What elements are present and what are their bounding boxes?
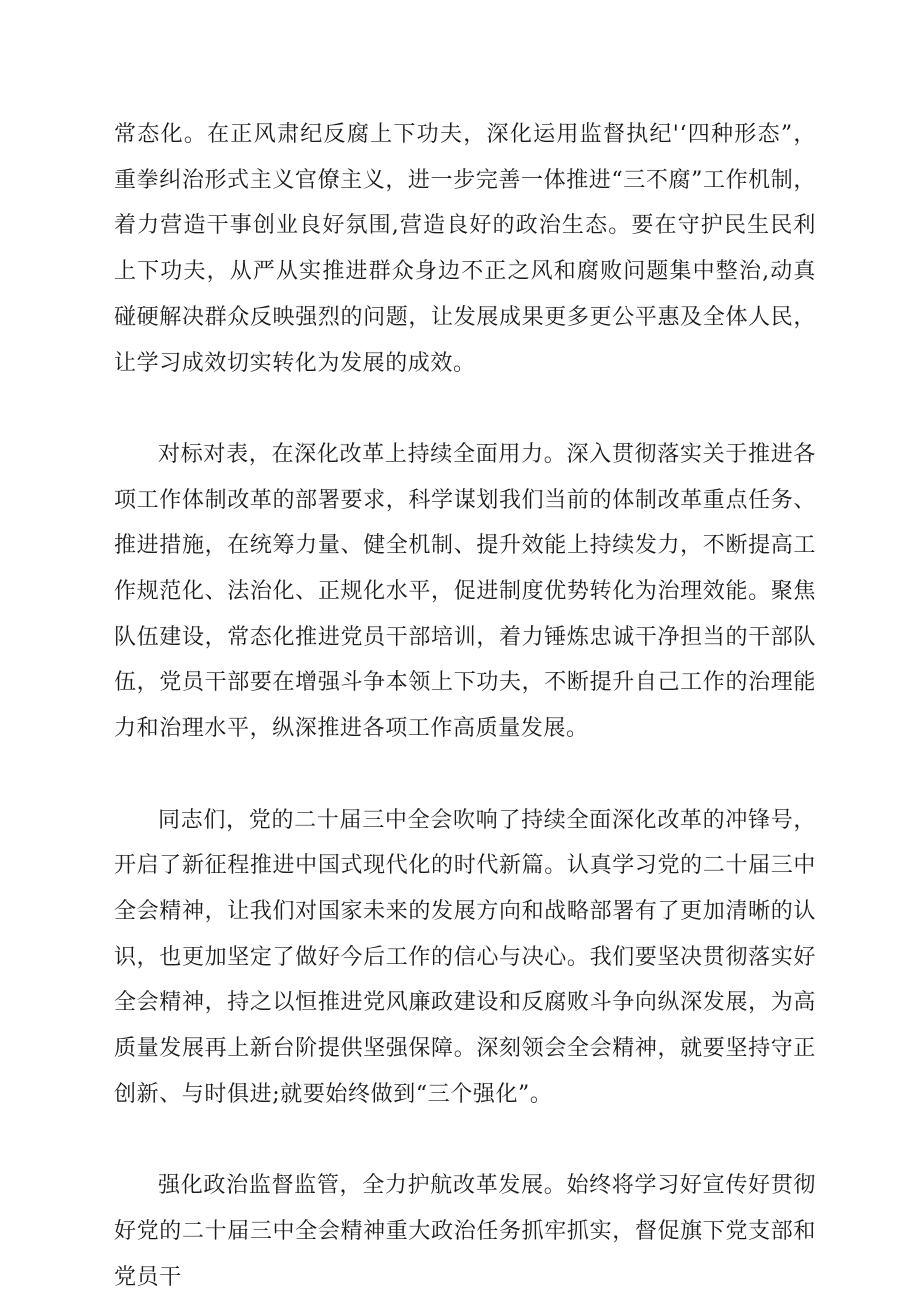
paragraph-supervision: 强化政治监督监管，全力护航改革发展。始终将学习好宣传好贯彻好党的二十届三中全会精神重大政治任务抓牢抓实，督促旗下党支部和党员干 [114,1173,816,1290]
paragraph-reform: 对标对表，在深化改革上持续全面用力。深入贯彻落实关于推进各项工作体制改革的部署要求，科学谋划我们当前的体制改革重点任务、推进措施，在统筹力量、健全机制、提升效能上持续发力，不断提高工作规范化、法治化、正规化水平，促进制度优势转化为治理效能。聚焦队伍建设，常态化推进党员干部培训，着力锤炼忠诚干净担当的干部队伍，党员干部要在增强斗争本领上下功夫，不断提升自己工作的治理能力和治理水平，纵深推进各项工作高质量发展。 [114,441,816,742]
paragraph-continuation: 常态化。在正风肃纪反腐上下功夫，深化运用监督执纪'‘四种形态”，重拳纠治形式主义官僚主义，进一步完善一体推进“三不腐”工作机制，着力营造干事创业良好氛围,营造良好的政治生态。要在守护民生民利上下功夫，从严从实推进群众身边不正之风和腐败问题集中整治,动真碰硬解决群众反映强烈的问题，让发展成果更多更公平惠及全体人民，让学习成效切实转化为发展的成效。 [114,122,816,376]
paragraph-gap [114,752,816,798]
paragraph-comrades: 同志们，党的二十届三中全会吹响了持续全面深化改革的冲锋号，开启了新征程推进中国式现代化的时代新篇。认真学习党的二十届三中全会精神，让我们对国家未来的发展方向和战略部署有了更加清晰的认识，也更加坚定了做好今后工作的信心与决心。我们要坚决贯彻落实好全会精神，持之以恒推进党风廉政建设和反腐败斗争向纵深发展，为高质量发展再上新台阶提供坚强保障。深刻领会全会精神，就要坚持守正创新、与时俱进;就要始终做到“三个强化”。 [114,807,816,1107]
paragraph-gap [114,1117,816,1163]
document-body [114,112,816,1300]
paragraph-gap [114,386,816,432]
